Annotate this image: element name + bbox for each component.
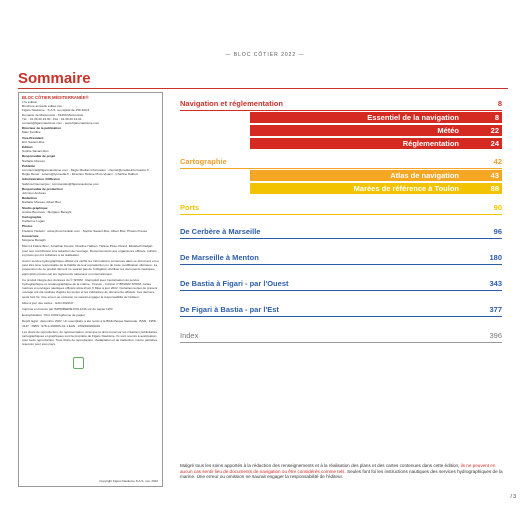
credits-paragraph: Les droits de reproduction, de représentation, ainsi que le droit moral sur les créations publicitaires, cartographiques et graphiques sont la propriété de Figaro Nautisme. Ils sont soumis à autorisation pour toute reproduction. Tous droits de reproduction, d'adaptation et de traduction, même partielles, réservés pour tous pays. [22, 329, 159, 347]
toc-entry[interactable] [180, 252, 502, 263]
credits-line: Brochure annuelle éditée par : [22, 104, 64, 109]
toc-entry[interactable] [250, 138, 502, 149]
toc-entry-page: 377 [489, 305, 502, 314]
credits-section-heading: Responsable de production [22, 186, 63, 191]
toc-entry-page: 90 [493, 203, 502, 212]
credits-section [22, 234, 159, 242]
credits-title: BLOC CÔTIER MÉDITERRANÉE® [22, 95, 89, 100]
recycling-logo-icon [73, 357, 84, 369]
toc-entry-underline [180, 214, 502, 215]
toc-entry-label: Marées de référence à Toulon [353, 184, 459, 193]
credits-section-text: Eric Savant-Ros [22, 139, 45, 144]
toc-entry[interactable] [250, 183, 502, 194]
toc-entry-page: 343 [489, 279, 502, 288]
credits-section-heading: Publicité [22, 163, 35, 168]
credits-paragraph: Ce produit intègre des données du © SHOM - Reproduit avec l'autorisation du service hydrographique et océanographique de la marine - France - Contrat n° 88/2022 SHOM, cartes marines et ouvrages nautiques officiels www.shom.fr Mise à jour 2022. Certaines textes de présent ouvrage ont été réalisés d'après les textes et les indications de documents officiels. Ces derniers seuls font foi. Une erreur ou omission ne saurait engager la responsabilité de l'éditeur. [22, 277, 158, 299]
credits-paragraph: Eutrophisation : Ptot 0.009 kg/tonne de papier [22, 313, 85, 318]
credits-section-heading: Responsable de projet [22, 154, 56, 159]
credits-paragraphs [22, 244, 159, 346]
credits-section-heading: Cartographie [22, 215, 42, 220]
credits-section-heading: Rédaction [22, 196, 37, 201]
credits-sections [22, 126, 159, 242]
credits-paragraph: Merci à Fatine Brez, Jonathan Dessis, Charline Halbert, Hélène Pinto-Vivanz, Elisabeth Radjah pour leur contribution à la rédaction de l'ouvrage. Remerciements aux organismes officiels, publics et privés qui ont collaboré à sa réalisation. [22, 244, 157, 257]
toc-entry[interactable] [180, 156, 502, 167]
toc-entry-underline [180, 110, 502, 111]
credits-section-text: Marc Feuillée [22, 130, 41, 135]
toc-entry-underline [180, 342, 502, 343]
copyright: Copyright Figaro Nautisme S.A.S. nov. 2022 [99, 478, 158, 483]
toc-entry[interactable] [250, 112, 502, 123]
credits-section-text: Morgane Beraghi [22, 238, 46, 243]
running-header: — BLOC CÔTIER 2022 — [225, 52, 305, 58]
credits-section-text: Frédéric Hédelin : www.photo.hedelin.com - Sophie Savant-Ros, Albert Brel, Photos Presse [22, 228, 148, 233]
toc-entry-label: Réglementation [402, 139, 459, 148]
credits-section-text: Sabrina Doumenjou : commandes@figaronautisme.com [22, 181, 99, 186]
toc-entry-page: 42 [493, 157, 502, 166]
toc-entry-page: 22 [490, 126, 499, 135]
credits-section-text: Nathalie Moreau, Albert Brel [22, 200, 61, 205]
credits-section-heading: Administration / Diffusion [22, 177, 60, 182]
disclaimer-part3: Seules font foi les instructions nautiques des services hydrographiques de la marine. Une erreur ou omission ne saurait engager la responsabilité de l'éditeur. [180, 468, 503, 480]
credits-section [22, 187, 159, 195]
credits-section-heading: Directeur de la publication [22, 126, 61, 131]
toc-entry-label: Navigation et réglementation [180, 99, 283, 108]
credits-line: 17e édition [22, 100, 38, 104]
toc-entry-page: 88 [490, 184, 499, 193]
toc-entry[interactable] [180, 304, 502, 315]
disclaimer-part1: Malgré tous les soins apportés à la rédaction des renseignements et à la réalisation des plans et des cartes contenues dans cette édition, [180, 463, 460, 468]
credits-section-text: Johnson Ambeau [22, 191, 46, 196]
disclaimer-part2: ils ne peuvent en aucun cas sentir lieu de documents de navigation ou être considérés comme tels. [180, 463, 496, 474]
toc-entry-label: Météo [437, 126, 459, 135]
toc-entry-label: De Marseille à Menton [180, 253, 259, 262]
credits-box [18, 92, 163, 487]
toc-entry[interactable] [180, 278, 502, 289]
toc-entry-label: De Cerbère à Marseille [180, 227, 261, 236]
toc-entry-page: 96 [493, 227, 502, 236]
toc-entry-underline [180, 316, 502, 317]
toc-entry-page: 396 [489, 331, 502, 340]
toc-entry[interactable] [250, 125, 502, 136]
toc-entry-label: De Figari à Bastia - par l'Est [180, 305, 279, 314]
credits-section-text: Amélie Bourrous - Morgane Beraghi [22, 209, 72, 214]
credits-intro [22, 100, 159, 125]
credits-section [22, 196, 159, 204]
toc-entry[interactable] [180, 330, 502, 341]
toc-entry-label: Cartographie [180, 157, 227, 166]
credits-line: contact@figaronautisme.com - www.figaronautisme.com [22, 121, 100, 126]
disclaimer [180, 463, 505, 480]
credits-section [22, 154, 159, 162]
title-rule [18, 88, 508, 89]
credits-section-heading: Couverture [22, 233, 39, 238]
credits-line: Tél. : 01.39.20.19.00 - Fax : 01.39.20.19.04 [22, 116, 82, 121]
toc-entry[interactable] [180, 202, 502, 213]
credits-paragraph: Aucun service hydrographique officiel n'a vérifié les informations contenues dans ce document et ne peut être tenu responsable de la fidélité de leur reproduction ou de toute modification ultérieure. La possession de ce produit dément ne saurait pas de l'obligation d'utiliser les documents nautiques appropriés prévus par les règlements nationaux ou internationaux. [22, 258, 159, 276]
credits-section-heading: Studio graphique [22, 205, 48, 210]
toc-entry-page: 180 [489, 253, 502, 262]
credits-section [22, 224, 159, 232]
toc-entry-label: Atlas de navigation [390, 171, 459, 180]
toc-entry-label: Index [180, 331, 199, 340]
credits-section-text: Nathalie Moreau [22, 158, 45, 163]
toc-entry-page: 43 [490, 171, 499, 180]
toc-entry-page: 8 [497, 99, 502, 108]
credits-paragraph: Mise à jour des cartes : GAN 2022/47. [22, 300, 75, 305]
toc-entry-underline [180, 264, 502, 265]
credits-section-heading: Édition [22, 145, 33, 150]
credits-paragraph: Imprimé en France par IMPRIMERIE ROLLINA sur du papier LWC [22, 306, 113, 311]
credits-paragraph: Dépôt légal : décembre 2022. Un exemplaire a été remis à la Bibliothèque Nationale. ISSN : 1956-4147 - ISBN : 978-2-490206-01-1 EAN : 9782490206016 [22, 319, 157, 328]
toc-entry-underline [180, 168, 502, 169]
toc-entry-label: Ports [180, 203, 200, 212]
toc-entry[interactable] [180, 98, 502, 109]
credits-section [22, 215, 159, 223]
toc-entry-label: De Bastia à Figari - par l'Ouest [180, 279, 289, 288]
credits-section [22, 206, 159, 214]
credits-section [22, 136, 159, 144]
credits-line: Figaro Nautisme - S.A.S. au capital de 150.400 € [22, 108, 90, 113]
toc-entry-underline [180, 238, 502, 239]
toc-entry[interactable] [180, 226, 502, 237]
credits-section [22, 126, 159, 134]
credits-line: Domaine de Marcoussis - 91460 Marcoussis [22, 112, 84, 117]
toc-entry-page: 8 [494, 113, 499, 122]
credits-section [22, 164, 159, 177]
page-title: Sommaire [18, 70, 91, 87]
credits-section-heading: Vice-Président [22, 135, 44, 140]
toc-entry[interactable] [250, 170, 502, 181]
toc-entry-underline [180, 290, 502, 291]
toc-entry-label: Essentiel de la navigation [367, 113, 459, 122]
credits-section [22, 145, 159, 153]
credits-section-heading: Photos [22, 224, 33, 229]
page-number: / 3 [510, 494, 516, 500]
credits-section-text: Catherine Logan [22, 219, 45, 224]
credits-section-text: commercial@figaronautisme.com - Régie Médias Information : clientel@media-information.fr - Régie Renet : solenn@lysmedia.fr - Direction Hélène Pinto-Vivanz - Charline Halbert [22, 168, 151, 177]
credits-section [22, 177, 159, 185]
credits-section-text: Sophie Savant-Ros [22, 149, 49, 154]
toc-entry-page: 24 [490, 139, 499, 148]
